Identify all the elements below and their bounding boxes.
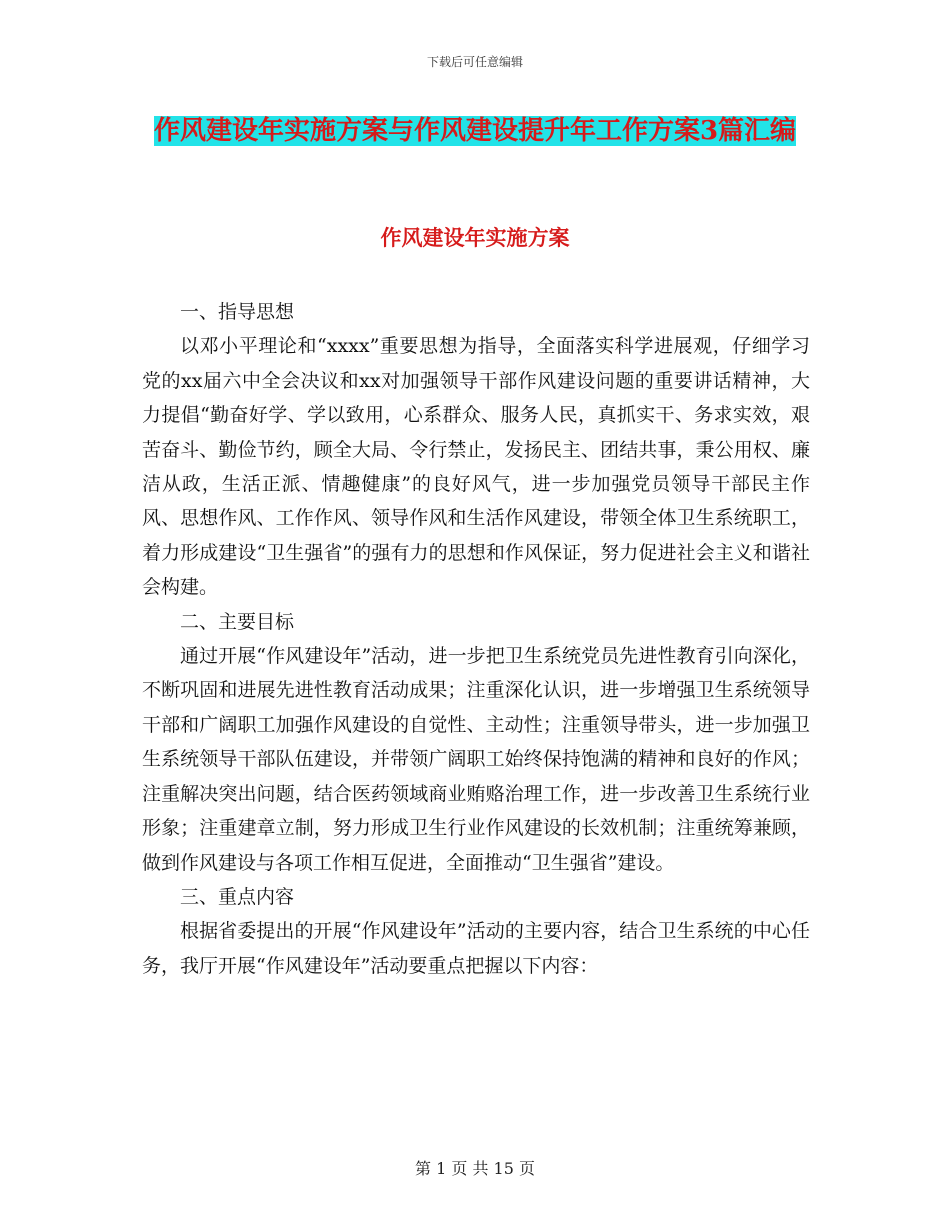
- heading-main-goals: 二、主要目标: [180, 610, 295, 633]
- document-body: [142, 295, 810, 983]
- paragraph-main-goals: 通过开展“作风建设年”活动，进一步把卫生系统党员先进性教育引向深化，不断巩固和进展先进性教育活动成果；注重深化认识，进一步增强卫生系统领导干部和广阔职工加强作风建设的自觉性、主动性；注重领导带头，进一步加强卫生系统领导干部队伍建设，并带领广阔职工始终保持饱满的精神和良好的作风；注重解决突出问题，结合医药领域商业贿赂治理工作，进一步改善卫生系统行业形象；注重建章立制，努力形成卫生行业作风建设的长效机制；注重统筹兼顾，做到作风建设与各项工作相互促进，全面推动“卫生强省”建设。: [142, 645, 810, 874]
- heading-guiding-ideology: 一、指导思想: [180, 301, 295, 323]
- page-number-footer: 第 1 页 共 15 页: [415, 1159, 535, 1178]
- paragraph-guiding-ideology: 以邓小平理论和“xxxx”重要思想为指导，全面落实科学进展观，仔细学习党的xx届六中全会决议和xx对加强领导干部作风建设问题的重要讲话精神，大力提倡“勤奋好学、学以致用，心系群众、服务人民，真抓实干、务求实效，艰苦奋斗、勤俭节约，顾全大局、令行禁止，发扬民主、团结共事，秉公用权、廉洁从政，生活正派、情趣健康”的良好风气，进一步加强党员领导干部民主作风、思想作风、工作作风、领导作风和生活作风建设，带领全体卫生系统职工，着力形成建设“卫生强省”的强有力的思想和作风保证，努力促进社会主义和谐社会构建。: [142, 335, 810, 599]
- document-title: [150, 108, 800, 154]
- paragraph-key-content: 根据省委提出的开展“作风建设年”活动的主要内容，结合卫生系统的中心任务，我厅开展“作风建设年”活动要重点把握以下内容：: [142, 920, 810, 977]
- section-title: 作风建设年实施方案: [380, 225, 570, 250]
- header-note: 下载后可任意编辑: [426, 55, 523, 69]
- document-title-text: 作风建设年实施方案与作风建设提升年工作方案3篇汇编: [153, 116, 797, 146]
- heading-key-content: 三、重点内容: [180, 885, 295, 908]
